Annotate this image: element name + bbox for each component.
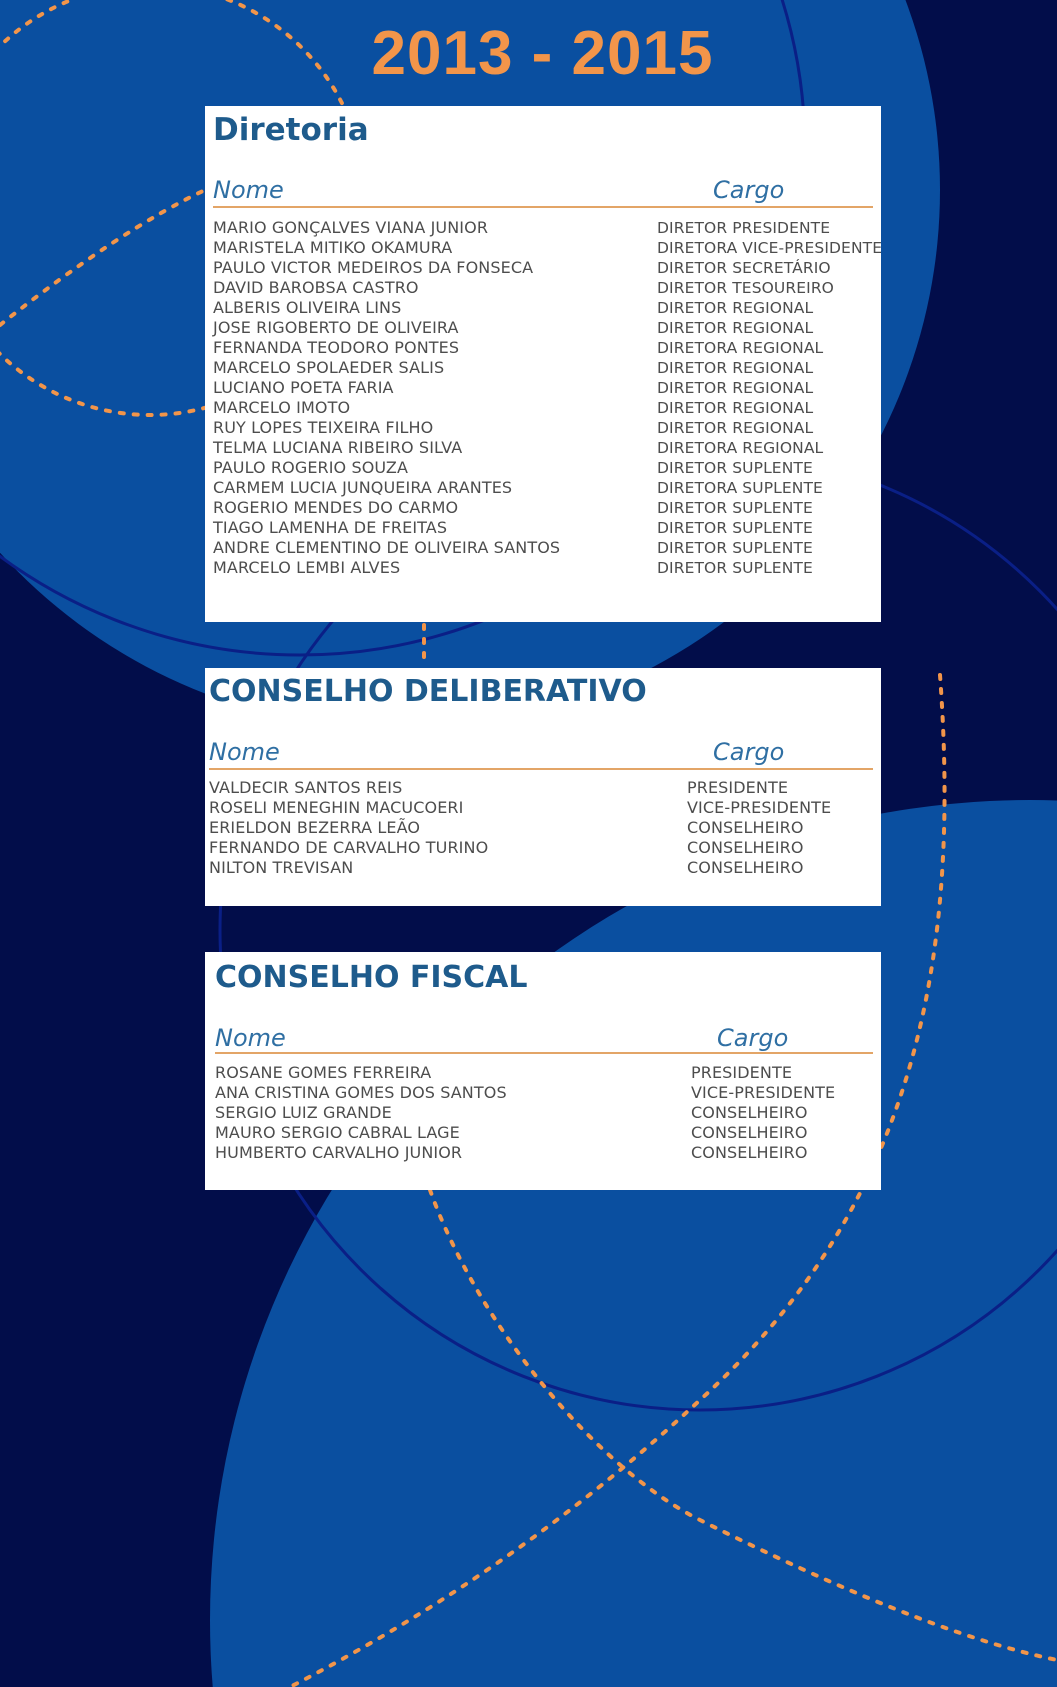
- member-role: CONSELHEIRO: [687, 858, 804, 877]
- column-header-role: Cargo: [717, 1024, 789, 1052]
- member-name: JOSE RIGOBERTO DE OLIVEIRA: [213, 318, 459, 337]
- member-role: DIRETOR SUPLENTE: [657, 559, 813, 577]
- member-name: ERIELDON BEZERRA LEÃO: [209, 818, 421, 837]
- member-role: DIRETORA REGIONAL: [657, 339, 824, 357]
- member-name-list: [213, 218, 560, 578]
- member-name: ALBERIS OLIVEIRA LINS: [213, 298, 402, 317]
- column-header-name: Nome: [215, 1024, 286, 1052]
- member-name: PAULO VICTOR MEDEIROS DA FONSECA: [213, 258, 534, 277]
- member-role: PRESIDENTE: [691, 1063, 793, 1082]
- member-role: VICE-PRESIDENTE: [687, 798, 832, 817]
- member-role: CONSELHEIRO: [687, 838, 804, 857]
- member-name: MARCELO SPOLAEDER SALIS: [213, 358, 445, 377]
- member-name: TELMA LUCIANA RIBEIRO SILVA: [213, 438, 463, 457]
- member-role: DIRETOR REGIONAL: [657, 359, 814, 377]
- member-name: MARCELO IMOTO: [213, 398, 351, 417]
- member-role: DIRETOR SUPLENTE: [657, 459, 813, 477]
- member-role: DIRETORA VICE-PRESIDENTE: [657, 239, 883, 257]
- member-name: FERNANDO DE CARVALHO TURINO: [209, 838, 489, 857]
- member-name: DAVID BAROBSA CASTRO: [213, 278, 419, 297]
- member-name: LUCIANO POETA FARIA: [213, 378, 394, 397]
- member-role: CONSELHEIRO: [691, 1143, 808, 1162]
- section-title: CONSELHO FISCAL: [215, 960, 528, 995]
- member-role-list: [691, 1063, 835, 1163]
- member-name: NILTON TREVISAN: [209, 858, 354, 877]
- column-header-name: Nome: [213, 176, 284, 204]
- member-role: DIRETORA SUPLENTE: [657, 479, 823, 497]
- member-name-list: [209, 778, 488, 878]
- member-name: MARCELO LEMBI ALVES: [213, 558, 401, 577]
- member-name: MARISTELA MITIKO OKAMURA: [213, 238, 453, 257]
- member-name: MARIO GONÇALVES VIANA JUNIOR: [213, 218, 489, 237]
- column-header-role: Cargo: [713, 738, 785, 766]
- member-role: DIRETOR REGIONAL: [657, 399, 814, 417]
- member-role: DIRETORA REGIONAL: [657, 439, 824, 457]
- member-name: TIAGO LAMENHA DE FREITAS: [213, 518, 448, 537]
- member-name: FERNANDA TEODORO PONTES: [213, 338, 460, 357]
- column-header-name: Nome: [209, 738, 280, 766]
- header-divider: [215, 1052, 873, 1054]
- member-name: ROGERIO MENDES DO CARMO: [213, 498, 459, 517]
- header-divider: [209, 768, 873, 770]
- member-role-list: [687, 778, 831, 878]
- column-header-role: Cargo: [713, 176, 785, 204]
- member-name-list: [215, 1063, 507, 1163]
- member-role: CONSELHEIRO: [687, 818, 804, 837]
- conselho-deliberativo-card: [205, 668, 881, 906]
- member-role: DIRETOR REGIONAL: [657, 419, 814, 437]
- member-name: CARMEM LUCIA JUNQUEIRA ARANTES: [213, 478, 513, 497]
- member-name: RUY LOPES TEIXEIRA FILHO: [213, 418, 434, 437]
- member-role: DIRETOR SUPLENTE: [657, 519, 813, 537]
- member-name: MAURO SERGIO CABRAL LAGE: [215, 1123, 460, 1142]
- member-role: DIRETOR SUPLENTE: [657, 539, 813, 557]
- member-role-list: [657, 218, 882, 578]
- conselho-fiscal-card: [205, 952, 881, 1190]
- member-name: ROSANE GOMES FERREIRA: [215, 1063, 432, 1082]
- member-name: SERGIO LUIZ GRANDE: [215, 1103, 392, 1122]
- member-role: VICE-PRESIDENTE: [691, 1083, 836, 1102]
- member-name: HUMBERTO CARVALHO JUNIOR: [215, 1143, 463, 1162]
- member-name: ROSELI MENEGHIN MACUCOERI: [209, 798, 464, 817]
- member-role: PRESIDENTE: [687, 778, 789, 797]
- member-role: CONSELHEIRO: [691, 1103, 808, 1122]
- member-name: ANA CRISTINA GOMES DOS SANTOS: [215, 1083, 507, 1102]
- member-role: DIRETOR REGIONAL: [657, 379, 814, 397]
- member-role: CONSELHEIRO: [691, 1123, 808, 1142]
- member-name: VALDECIR SANTOS REIS: [209, 778, 403, 797]
- header-divider: [213, 206, 873, 208]
- member-role: DIRETOR SUPLENTE: [657, 499, 813, 517]
- member-name: PAULO ROGERIO SOUZA: [213, 458, 409, 477]
- member-role: DIRETOR SECRETÁRIO: [657, 259, 831, 277]
- period-title: 2013 - 2015: [371, 19, 714, 88]
- member-role: DIRETOR PRESIDENTE: [657, 219, 831, 237]
- member-role: DIRETOR REGIONAL: [657, 299, 814, 317]
- member-name: ANDRE CLEMENTINO DE OLIVEIRA SANTOS: [213, 538, 561, 557]
- section-title: Diretoria: [213, 112, 369, 148]
- diretoria-card: [205, 106, 881, 622]
- member-role: DIRETOR TESOUREIRO: [657, 279, 834, 297]
- section-title: CONSELHO DELIBERATIVO: [209, 674, 647, 709]
- member-role: DIRETOR REGIONAL: [657, 319, 814, 337]
